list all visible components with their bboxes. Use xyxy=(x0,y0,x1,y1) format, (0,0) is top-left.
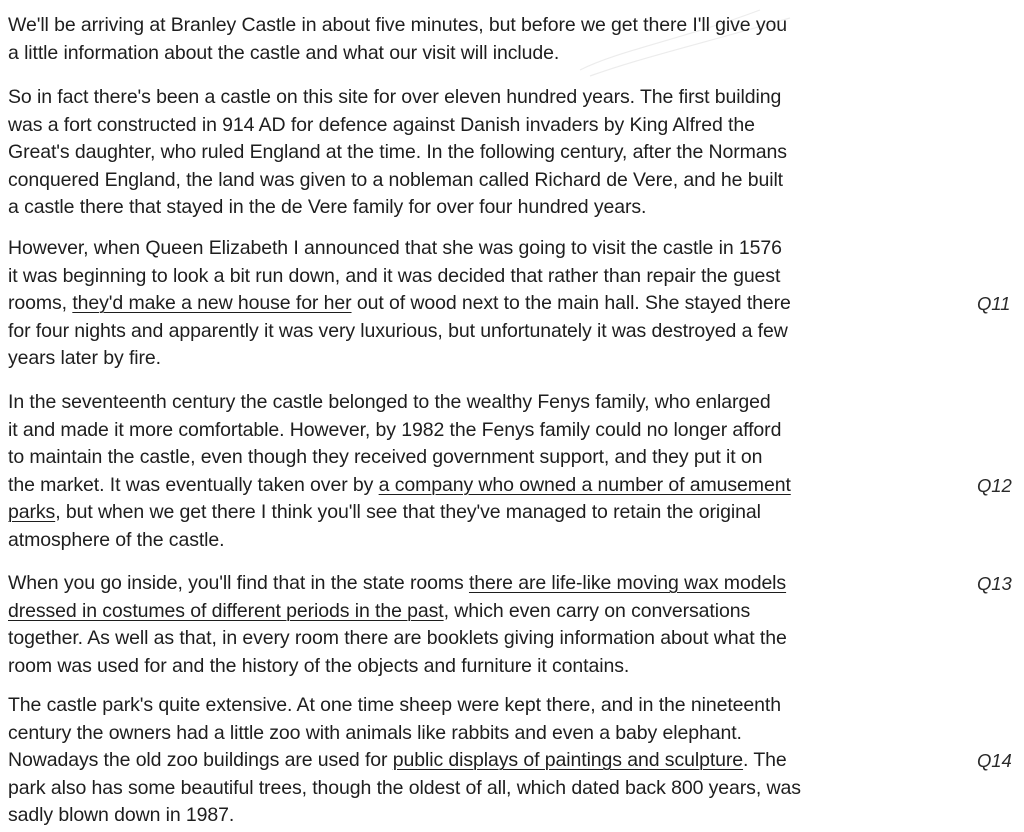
question-marker: Q12 xyxy=(977,474,1012,496)
text-line xyxy=(8,598,958,626)
text-line xyxy=(8,389,958,417)
text-line xyxy=(8,417,958,445)
text-line xyxy=(8,345,958,373)
text-line xyxy=(8,235,958,263)
text-line xyxy=(8,290,1011,318)
question-marker: Q13 xyxy=(977,573,1012,594)
text-line xyxy=(8,570,1012,598)
text-segment: the market. It was eventually taken over by xyxy=(8,473,379,496)
text-segment: it and made it more comfortable. However, by 1982 the Fenys family could no longer afford xyxy=(8,418,782,441)
text-segment: sadly blown down in 1987. xyxy=(8,804,235,827)
text-segment: We'll be arriving at Branley Castle in about five minutes, but before we get there I'll give you xyxy=(8,14,787,36)
text-segment: years later by fire. xyxy=(8,347,161,370)
text-line xyxy=(8,112,958,140)
underlined-answer: there are life-like moving wax models xyxy=(468,572,787,594)
text-segment: a castle there that stayed in the de Vere family for over four hundred years. xyxy=(8,196,647,219)
text-line xyxy=(8,139,958,167)
text-segment: Nowadays the old zoo buildings are used for xyxy=(8,749,393,772)
text-line xyxy=(8,167,958,195)
underlined-answer: dressed in costumes of different periods in the past xyxy=(8,599,444,622)
text-line xyxy=(8,775,958,803)
text-segment: a little information about the castle and what our visit will include. xyxy=(8,41,560,64)
text-segment: , but when we get there I think you'll see that they've managed to retain the original xyxy=(55,501,761,524)
text-line xyxy=(8,692,958,720)
underlined-answer: parks xyxy=(8,501,56,524)
text-segment: conquered England, the land was given to a nobleman called Richard de Vere, and he built xyxy=(8,168,783,191)
question-marker: Q11 xyxy=(977,293,1011,315)
underlined-answer: they'd make a new house for her xyxy=(72,292,352,315)
paragraph-queen-elizabeth xyxy=(8,235,1011,373)
text-line xyxy=(8,499,958,527)
text-segment: rooms, xyxy=(8,292,73,315)
text-segment: However, when Queen Elizabeth I announced that she was going to visit the castle in 1576 xyxy=(8,237,782,259)
text-segment: out of wood next to the main hall. She stayed there xyxy=(351,292,791,315)
text-line xyxy=(8,802,958,830)
text-line xyxy=(8,84,958,112)
text-segment: was a fort constructed in 914 AD for defence against Danish invaders by King Alfred the xyxy=(8,113,755,136)
text-segment: atmosphere of the castle. xyxy=(8,528,225,551)
text-segment: room was used for and the history of the objects and furniture it contains. xyxy=(8,654,630,677)
text-segment: The castle park's quite extensive. At one time sheep were kept there, and in the nineteenth xyxy=(8,694,781,716)
text-line xyxy=(8,444,958,472)
text-line xyxy=(8,40,958,68)
text-line xyxy=(8,12,958,40)
text-segment: , which even carry on conversations xyxy=(443,599,751,622)
text-line xyxy=(8,720,958,748)
text-line xyxy=(8,263,958,291)
text-segment: century the owners had a little zoo with animals like rabbits and even a baby elephant. xyxy=(8,721,742,744)
paragraph-state-rooms xyxy=(8,570,1012,680)
text-segment: park also has some beautiful trees, though the oldest of all, which dated back 800 years, was xyxy=(8,776,801,799)
paragraph-intro xyxy=(8,12,958,67)
text-line xyxy=(8,747,1012,775)
paragraph-history xyxy=(8,84,958,222)
text-segment: So in fact there's been a castle on this site for over eleven hundred years. The first building xyxy=(8,86,782,108)
text-segment: it was beginning to look a bit run down, and it was decided that rather than repair the guest xyxy=(8,264,781,287)
underlined-answer: public displays of paintings and sculpture xyxy=(392,749,744,772)
underlined-answer: a company who owned a number of amusement xyxy=(378,473,791,496)
text-segment: In the seventeenth century the castle belonged to the wealthy Fenys family, who enlarged xyxy=(8,391,771,413)
text-line xyxy=(8,527,958,555)
paragraph-fenys-family xyxy=(8,389,1012,555)
text-segment: together. As well as that, in every room there are booklets giving information about what the xyxy=(8,627,787,650)
text-segment: When you go inside, you'll find that in the state rooms xyxy=(8,572,469,594)
text-line xyxy=(8,472,1012,500)
text-segment: . The xyxy=(743,749,787,772)
text-segment: for four nights and apparently it was very luxurious, but unfortunately it was destroyed a few xyxy=(8,319,788,342)
text-segment: to maintain the castle, even though they received government support, and they put it on xyxy=(8,446,763,469)
paragraph-castle-park xyxy=(8,692,1012,830)
text-line xyxy=(8,194,958,222)
text-line xyxy=(8,653,958,681)
text-line xyxy=(8,318,958,346)
text-segment: Great's daughter, who ruled England at the time. In the following century, after the Normans xyxy=(8,141,787,164)
question-marker: Q14 xyxy=(977,750,1012,772)
text-line xyxy=(8,625,958,653)
